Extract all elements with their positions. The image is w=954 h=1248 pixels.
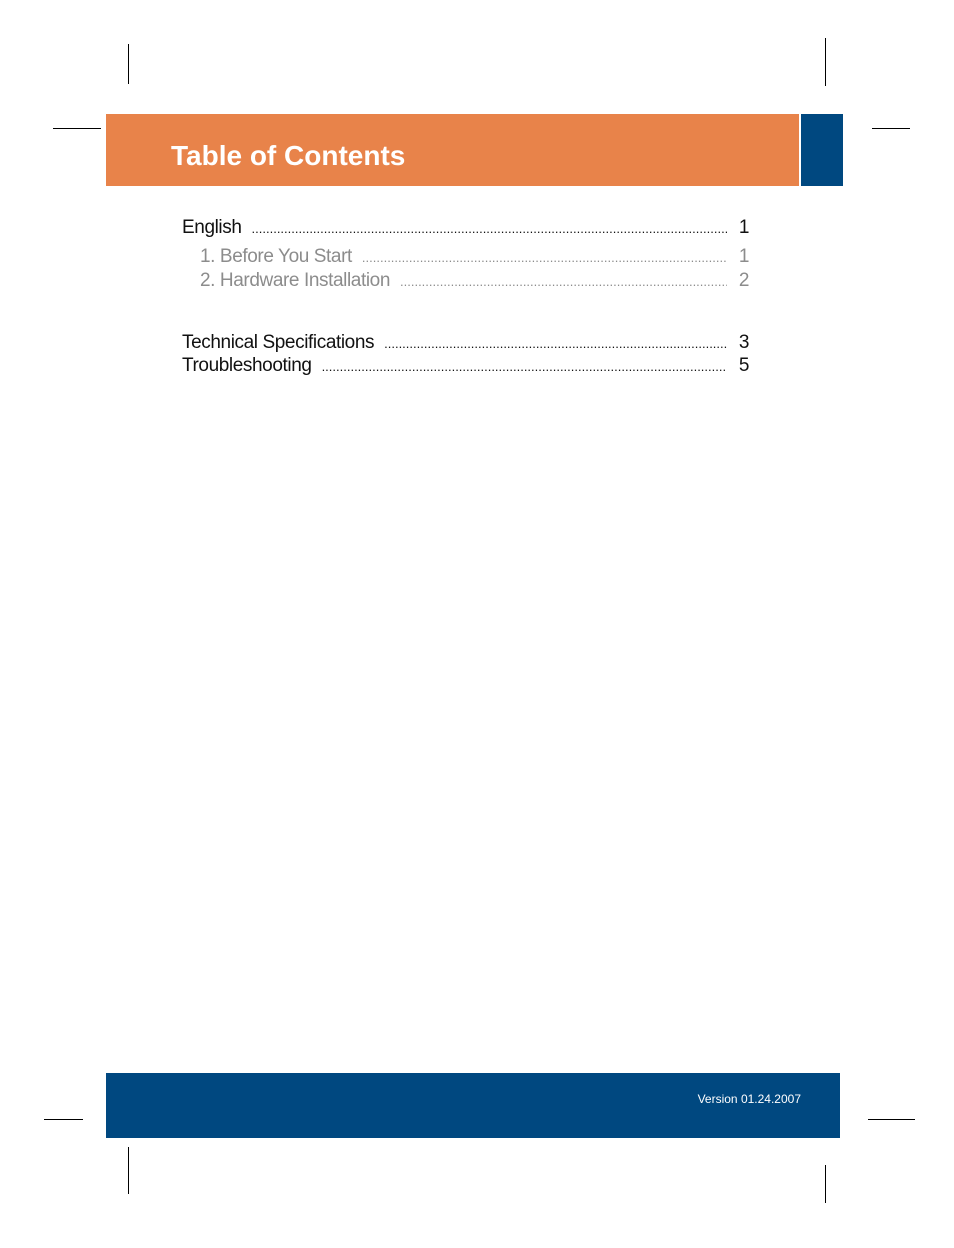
toc-entry-label: Troubleshooting bbox=[182, 355, 312, 376]
toc-page-number: 5 bbox=[738, 355, 749, 376]
toc-entry-english[interactable] bbox=[182, 216, 749, 240]
toc-page-number: 3 bbox=[738, 332, 749, 353]
toc-entry-label: 1. Before You Start bbox=[200, 246, 352, 267]
toc-entry-label: Technical Specifications bbox=[182, 332, 375, 353]
crop-mark-top-right-vertical bbox=[825, 38, 826, 86]
toc-entry-before-you-start[interactable] bbox=[200, 245, 749, 269]
toc-leader-dots bbox=[252, 217, 727, 241]
crop-mark-top-left-vertical bbox=[128, 44, 129, 84]
toc-page-number: 2 bbox=[738, 270, 749, 291]
version-label: Version 01.24.2007 bbox=[697, 1092, 801, 1106]
page-title: Table of Contents bbox=[171, 140, 406, 171]
crop-mark-bottom-left-horizontal bbox=[44, 1119, 83, 1120]
toc-entry-troubleshooting[interactable] bbox=[182, 354, 749, 378]
toc-entry-label: 2. Hardware Installation bbox=[200, 270, 391, 291]
toc-leader-dots bbox=[400, 270, 727, 294]
toc-page-number: 1 bbox=[738, 217, 749, 238]
toc-leader-dots bbox=[384, 332, 727, 356]
toc-page-number: 1 bbox=[738, 246, 749, 267]
crop-mark-top-left-horizontal bbox=[53, 128, 101, 129]
toc-entry-hardware-installation[interactable] bbox=[200, 269, 749, 293]
crop-mark-bottom-left-vertical bbox=[128, 1147, 129, 1194]
toc-entry-label: English bbox=[182, 217, 242, 238]
toc-leader-dots bbox=[322, 355, 727, 379]
footer-band bbox=[106, 1073, 840, 1138]
crop-mark-bottom-right-horizontal bbox=[868, 1119, 915, 1120]
crop-mark-top-right-horizontal bbox=[872, 128, 910, 129]
header-accent-block bbox=[801, 114, 843, 186]
crop-mark-bottom-right-vertical bbox=[825, 1165, 826, 1203]
toc-leader-dots bbox=[362, 246, 727, 270]
toc-entry-technical-specifications[interactable] bbox=[182, 331, 749, 355]
